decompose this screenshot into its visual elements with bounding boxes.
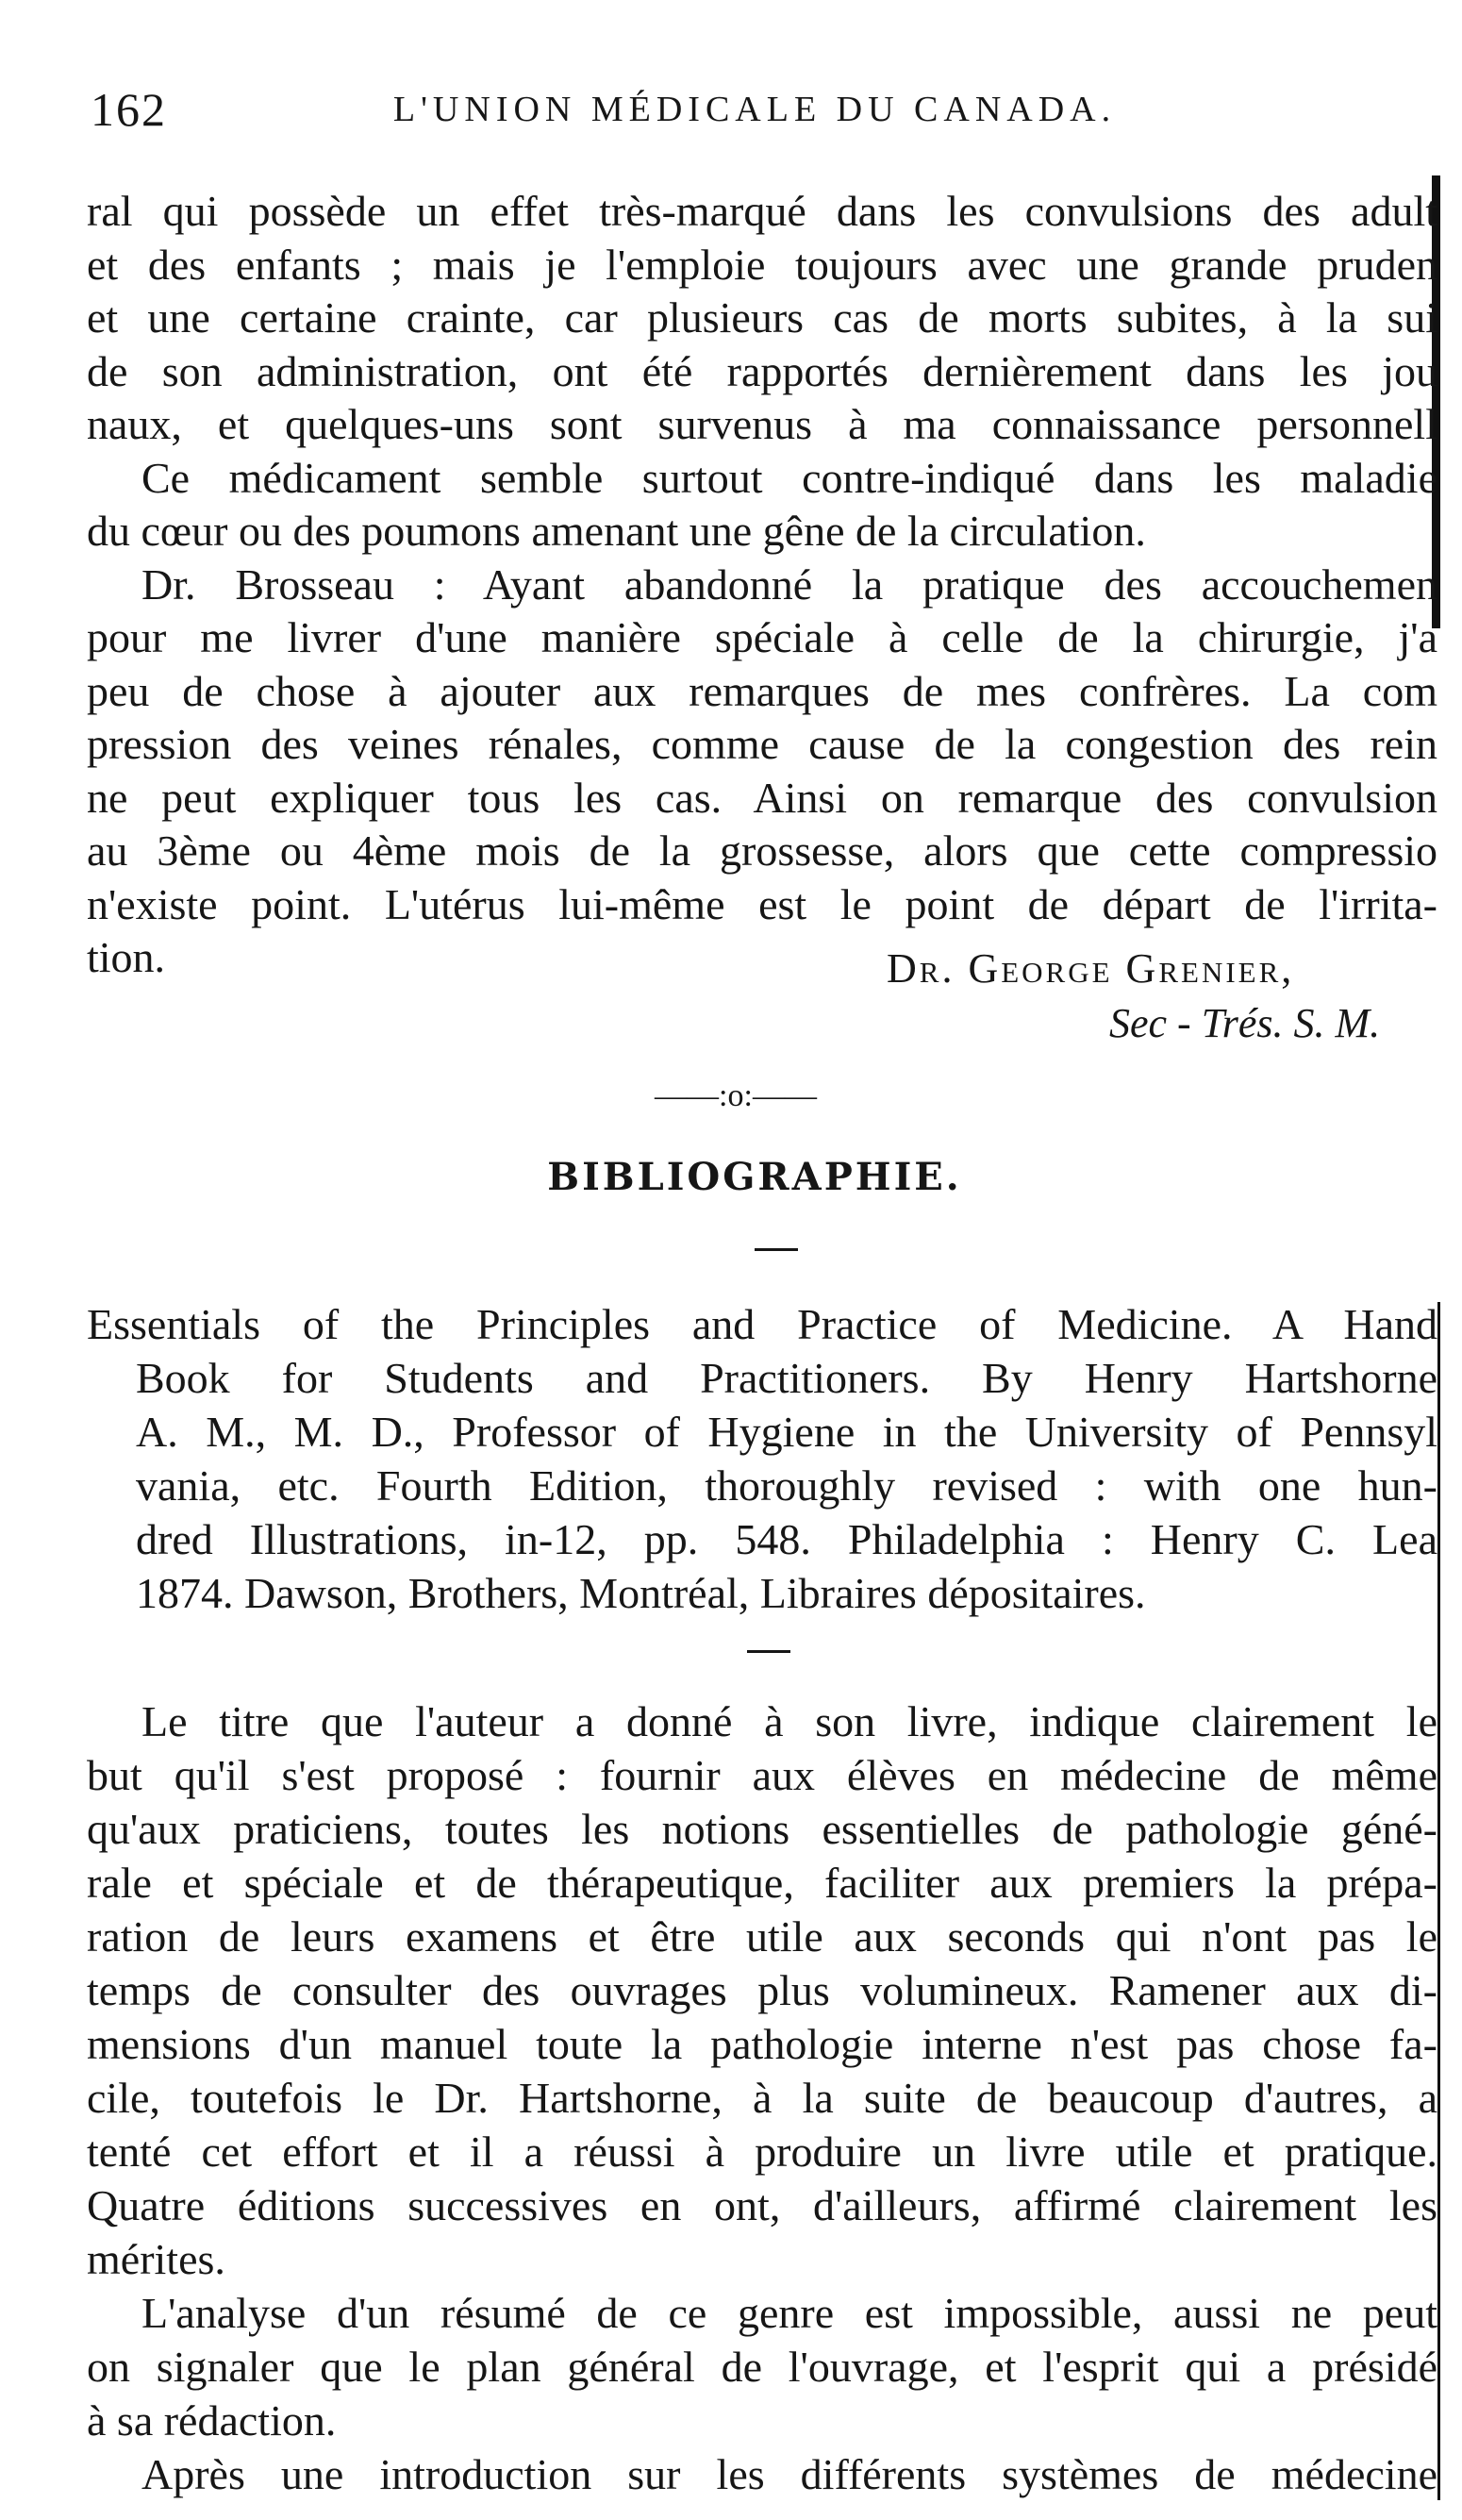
signature-title: Sec - Trés. S. M. (1109, 1000, 1381, 1046)
text-line: ne peut expliquer tous les cas. Ainsi on remarque des convulsion (87, 773, 1437, 822)
citation-line: Essentials of the Principles and Practice of Medicine. A Hand (87, 1300, 1437, 1348)
text-line: on signaler que le plan général de l'ouvrage, et l'esprit qui a présidé (87, 2343, 1437, 2391)
text-line: pour me livrer d'une manière spéciale à celle de la chirurgie, j'a (87, 613, 1437, 661)
text-line: n'existe point. L'utérus lui-même est le point de départ de l'irrita- (87, 879, 1437, 928)
citation-line: A. M., M. D., Professor of Hygiene in the University of Pennsyl (136, 1408, 1437, 1456)
text-line: Le titre que l'auteur a donné à son livre, indique clairement le (141, 1697, 1437, 1745)
text-line: tion. (87, 933, 166, 981)
text-line: mérites. (87, 2235, 225, 2283)
text-line: Dr. Brosseau : Ayant abandonné la pratique des accouchemen (141, 559, 1437, 609)
text-line: Après une introduction sur les différents systèmes de médecine (141, 2450, 1437, 2498)
running-head: L'UNION MÉDICALE DU CANADA. (392, 90, 1117, 129)
text-line: pression des veines rénales, comme cause de la congestion des rein (87, 720, 1437, 768)
citation-line: dred Illustrations, in-12, pp. 548. Philadelphia : Henry C. Lea (136, 1515, 1437, 1563)
letter-body (87, 185, 1437, 985)
text-line: rale et spéciale et de thérapeutique, faciliter aux premiers la prépa- (87, 1859, 1437, 1907)
section-rule (755, 1248, 798, 1251)
text-line: du cœur ou des poumons amenant une gêne de la circulation. (87, 507, 1146, 555)
page-header (0, 81, 1462, 138)
text-line: cile, toutefois le Dr. Hartshorne, à la suite de beaucoup d'autres, a (87, 2074, 1437, 2122)
text-line: qu'aux praticiens, toutes les notions essentielles de pathologie géné- (87, 1805, 1437, 1853)
book-citation (87, 1297, 1437, 1620)
section-ornament: ——:o:—— (655, 1078, 817, 1113)
text-line: de son administration, ont été rapportés dernièrement dans les jou (87, 346, 1437, 395)
text-line: à sa rédaction. (87, 2396, 337, 2445)
page-number: 162 (91, 83, 167, 136)
citation-line: vania, etc. Fourth Edition, thoroughly revised : with one hun- (136, 1461, 1437, 1510)
text-line: naux, et quelques-uns sont survenus à ma connaissance personnell (87, 400, 1437, 448)
citation-rule (747, 1650, 790, 1653)
review-body (87, 1694, 1437, 2501)
text-line: but qu'il s'est proposé : fournir aux élèves en médecine de même (87, 1751, 1437, 1799)
text-line: au 3ème ou 4ème mois de la grossesse, alors que cette compressio (87, 826, 1437, 875)
margin-edge-line (1437, 1302, 1440, 2500)
text-line: peu de chose à ajouter aux remarques de mes confrères. La com (87, 666, 1437, 715)
signature-name: Dr. George Grenier, (887, 945, 1295, 992)
text-line: L'analyse d'un résumé de ce genre est impossible, aussi ne peut (141, 2289, 1437, 2337)
text-line: et une certaine crainte, car plusieurs cas de morts subites, à la sui (87, 293, 1437, 342)
citation-line: Book for Students and Practitioners. By Henry Hartshorne (136, 1354, 1437, 1402)
text-line: ration de leurs examens et être utile aux seconds qui n'ont pas le (87, 1912, 1437, 1961)
text-line: Quatre éditions successives en ont, d'ailleurs, affirmé clairement les (87, 2181, 1437, 2229)
citation-line: 1874. Dawson, Brothers, Montréal, Libraires dépositaires. (136, 1569, 1146, 1617)
text-line: tenté cet effort et il a réussi à produire un livre utile et pratique. (87, 2128, 1437, 2176)
text-line: ral qui possède un effet très-marqué dans les convulsions des adult (87, 187, 1437, 235)
text-line: temps de consulter des ouvrages plus volumineux. Ramener aux di- (87, 1966, 1437, 2014)
text-line: mensions d'un manuel toute la pathologie interne n'est pas chose fa- (87, 2020, 1437, 2068)
section-heading: BIBLIOGRAPHIE. (547, 1155, 962, 1199)
text-line: et des enfants ; mais je l'emploie toujours avec une grande pruden (87, 240, 1437, 289)
text-line: Ce médicament semble surtout contre-indiqué dans les maladie (141, 453, 1437, 502)
